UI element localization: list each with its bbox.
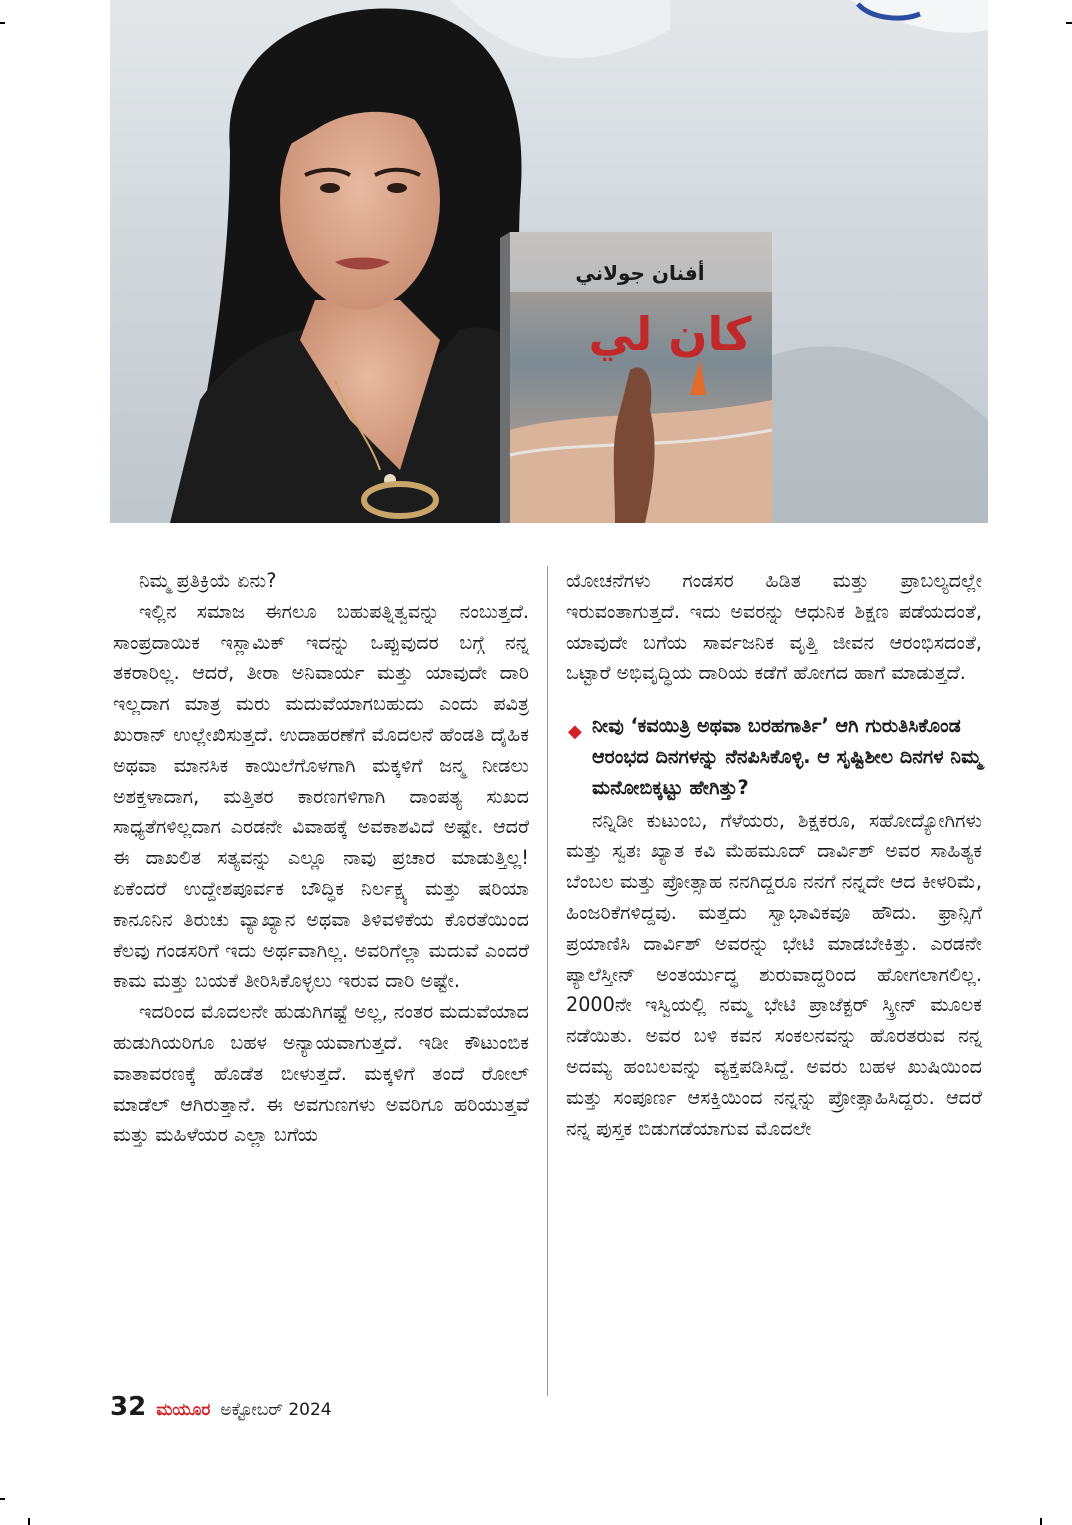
crop-mark-bottom-right-v xyxy=(1040,1518,1042,1525)
page-footer xyxy=(110,1392,332,1432)
question-ending: ನಿಮ್ಮ ಪ್ರತಿಕ್ರಿಯೆ ಏನು? xyxy=(139,569,277,592)
crop-mark-top-right xyxy=(1066,22,1072,24)
photo-illustration xyxy=(110,0,988,523)
column-right xyxy=(566,566,982,1144)
column-divider xyxy=(547,566,548,1396)
crop-mark-bottom-left-v xyxy=(28,1518,30,1525)
author-photo xyxy=(110,0,988,523)
magazine-name: ಮಯೂರ xyxy=(156,1400,211,1420)
answer-paragraph-2: ಇದರಿಂದ ಮೊದಲನೇ ಹುಡುಗಿಗಷ್ಟೆ ಅಲ್ಲ, ನಂತರ ಮದುವೆಯಾದ ಹುಡುಗಿಯರಿಗೂ ಬಹಳ ಅನ್ಯಾಯವಾಗುತ್ತದೆ. ಇಡೀ ಕೌಟುಂಬಿಕ ವಾತಾವರಣಕ್ಕೆ ಹೊಡೆತ ಬೀಳುತ್ತದೆ. ಮಕ್ಕಳಿಗೆ ತಂದೆ ರೋಲ್ ಮಾಡೆಲ್ ಆಗಿರುತ್ತಾನೆ. ಈ ಅವಗುಣಗಳು ಅವರಿಗೂ ಹರಿಯುತ್ತವೆ ಮತ್ತು ಮಹಿಳೆಯರ ಎಲ್ಲಾ ಬಗೆಯ xyxy=(113,1000,529,1147)
answer-paragraph: ನನ್ನಿಡೀ ಕುಟುಂಬ, ಗೆಳೆಯರು, ಶಿಕ್ಷಕರೂ, ಸಹೋದ್ಯೋಗಿಗಳು ಮತ್ತು ಸ್ವತಃ ಖ್ಯಾತ ಕವಿ ಮೆಹಮೂದ್ ದಾರ್ವಿಶ್ ಅವರ ಸಾಹಿತ್ಯಕ ಬೆಂಬಲ ಮತ್ತು ಪ್ರೋತ್ಸಾಹ ನನಗಿದ್ದರೂ ನನಗೆ ನನ್ನದೇ ಆದ ಕೀಳರಿಮೆ, ಹಿಂಜರಿಕೆಗಳಿದ್ದವು. ಮತ್ತದು ಸ್ವಾಭಾವಿಕವೂ ಹೌದು. ಫ್ರಾನ್ಸಿಗೆ ಪ್ರಯಾಣಿಸಿ ದಾರ್ವಿಶ್ ಅವರನ್ನು ಭೇಟಿ ಮಾಡಬೇಕಿತ್ತು. ಎರಡನೇ ಪ್ಯಾಲೆಸ್ತೀನ್ ಅಂತರ್ಯುದ್ಧ ಶುರುವಾದ್ದರಿಂದ ಹೋಗಲಾಗಲಿಲ್ಲ. 2000ನೇ ಇಸ್ವಿಯಲ್ಲಿ ನಮ್ಮ ಭೇಟಿ ಪ್ರಾಜೆಕ್ಟರ್ ಸ್ಕ್ರೀನ್ ಮೂಲಕ ನಡೆಯಿತು. ಅವರ ಬಳಿ ಕವನ ಸಂಕಲನವನ್ನು ಹೊರತರುವ ನನ್ನ ಅದಮ್ಯ ಹಂಬಲವನ್ನು ವ್ಯಕ್ತಪಡಿಸಿದ್ದೆ. ಅವರು ಬಹಳ ಖುಷಿಯಿಂದ ಮತ್ತು ಸಂಪೂರ್ಣ ಆಸಕ್ತಿಯಿಂದ ನನ್ನನ್ನು ಪ್ರೋತ್ಸಾಹಿಸಿದ್ದರು. ಆದರೆ ನನ್ನ ಪುಸ್ತಕ ಬಿಡುಗಡೆಯಾಗುವ ಮೊದಲೇ xyxy=(566,808,982,1140)
diamond-bullet-icon: ◆ xyxy=(568,721,582,743)
issue-date: ಅಕ್ಟೋಬರ್ 2024 xyxy=(220,1400,332,1420)
crop-mark-top-left xyxy=(0,22,5,24)
book-author: أفنان جولاني xyxy=(575,261,705,285)
question-text: ನೀವು ‘ಕವಯಿತ್ರಿ ಅಥವಾ ಬರಹಗಾರ್ತಿ’ ಆಗಿ ಗುರುತಿಸಿಕೊಂಡ ಆರಂಭದ ದಿನಗಳನ್ನು ನೆನಪಿಸಿಕೊಳ್ಳಿ. ಆ ಸೃಷ್ಟಿಶೀಲ ದಿನಗಳ ನಿಮ್ಮ ಮನೋಬಿಕ್ಕಟ್ಟು ಹೇಗಿತ್ತು? xyxy=(592,714,982,799)
column-left xyxy=(113,566,529,1151)
book-title: كان لي xyxy=(588,307,752,361)
answer-paragraph-1: ಇಲ್ಲಿನ ಸಮಾಜ ಈಗಲೂ ಬಹುಪತ್ನಿತ್ವವನ್ನು ನಂಬುತ್ತದೆ. ಸಾಂಪ್ರದಾಯಿಕ ಇಸ್ಲಾಮಿಕ್ ಇದನ್ನು ಒಪ್ಪುವುದರ ಬಗ್ಗೆ ನನ್ನ ತಕರಾರಿಲ್ಲ. ಆದರೆ, ತೀರಾ ಅನಿವಾರ್ಯ ಮತ್ತು ಯಾವುದೇ ದಾರಿ ಇಲ್ಲದಾಗ ಮಾತ್ರ ಮರು ಮದುವೆಯಾಗಬಹುದು ಎಂದು ಪವಿತ್ರ ಖುರಾನ್ ಉಲ್ಲೇಖಿಸುತ್ತದೆ. ಉದಾಹರಣೆಗೆ ಮೊದಲನೆ ಹೆಂಡತಿ ದೈಹಿಕ ಅಥವಾ ಮಾನಸಿಕ ಕಾಯಿಲೆಗೊಳಗಾಗಿ ಮಕ್ಕಳಿಗೆ ಜನ್ಮ ನೀಡಲು ಅಶಕ್ತಳಾದಾಗ, ಮತ್ತಿತರ ಕಾರಣಗಳಿಗಾಗಿ ದಾಂಪತ್ಯ ಸುಖದ ಸಾಧ್ಯತೆಗಳಿಲ್ಲದಾಗ ಎರಡನೇ ವಿವಾಹಕ್ಕೆ ಅವಕಾಶವಿದೆ ಅಷ್ಟೇ. ಆದರೆ ಈ ದಾಖಲಿತ ಸತ್ಯವನ್ನು ಎಲ್ಲೂ ನಾವು ಪ್ರಚಾರ ಮಾಡುತ್ತಿಲ್ಲ! ಏಕೆಂದರೆ ಉದ್ದೇಶಪೂರ್ವಕ ಬೌದ್ಧಿಕ ನಿರ್ಲಕ್ಷ್ಯ ಮತ್ತು ಷರಿಯಾ ಕಾನೂನಿನ ತಿರುಚು ವ್ಯಾಖ್ಯಾನ ಅಥವಾ ತಿಳಿವಳಿಕೆಯ ಕೊರತೆಯಿಂದ ಕೆಲವು ಗಂಡಸರಿಗೆ ಇದು ಅರ್ಥವಾಗಿಲ್ಲ. ಅವರಿಗೆಲ್ಲಾ ಮದುವೆ ಎಂದರೆ ಕಾಮ ಮತ್ತು ಬಯಕೆ ತೀರಿಸಿಕೊಳ್ಳಲು ಇರುವ ದಾರಿ ಅಷ್ಟೇ. xyxy=(113,599,529,993)
interview-question xyxy=(566,711,982,803)
book-cover xyxy=(500,232,772,523)
answer-continuation: ಯೋಚನೆಗಳು ಗಂಡಸರ ಹಿಡಿತ ಮತ್ತು ಪ್ರಾಬಲ್ಯದಲ್ಲೇ ಇರುವಂತಾಗುತ್ತದೆ. ಇದು ಅವರನ್ನು ಆಧುನಿಕ ಶಿಕ್ಷಣ ಪಡೆಯದಂತೆ, ಯಾವುದೇ ಬಗೆಯ ಸಾರ್ವಜನಿಕ ವೃತ್ತಿ ಜೀವನ ಆರಂಭಿಸದಂತೆ, ಒಟ್ಟಾರೆ ಅಭಿವೃದ್ಧಿಯ ದಾರಿಯ ಕಡೆಗೆ ಹೋಗದ ಹಾಗೆ ಮಾಡುತ್ತದೆ. xyxy=(566,569,982,685)
crop-mark-bottom-left xyxy=(0,1498,5,1500)
page-number: 32 xyxy=(110,1392,147,1422)
